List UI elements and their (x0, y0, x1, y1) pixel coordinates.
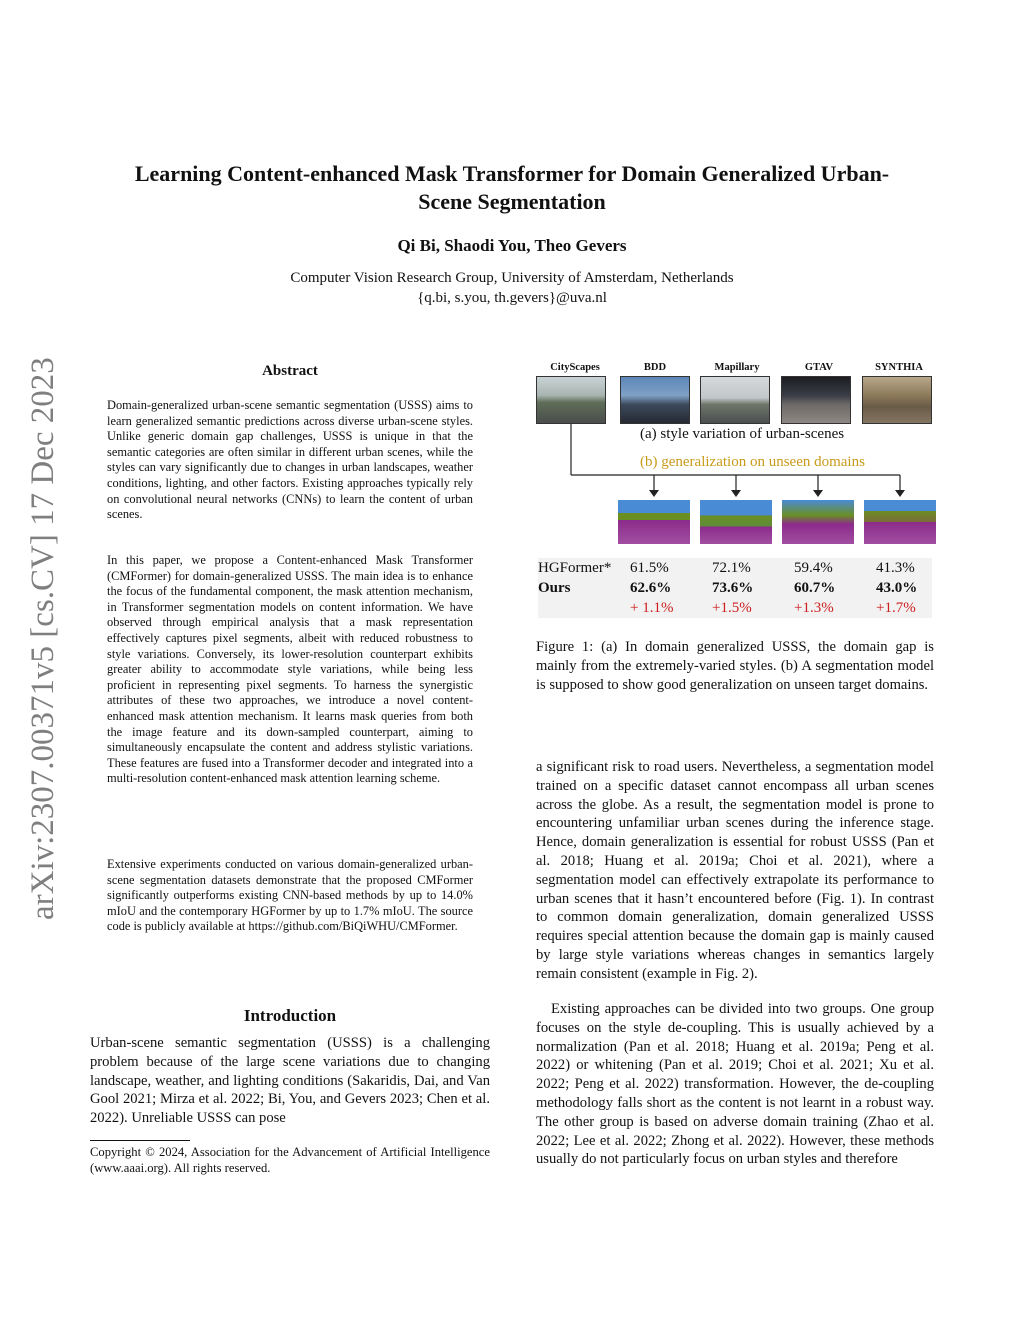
segmentation-bdd (618, 500, 690, 544)
right-column-paragraph-2: Existing approaches can be divided into two groups. One group focuses on the style de-coupling. This is usually achieved by a normalization (Pan et al. 2018; Huang et al. 2019a; Peng et al. 2022) or whitening (Pan et al. 2019; Choi et al. 2021; Xu et al. 2022; Peng et al. 2022) transformation. However, the de-coupling methodology falls short as the content is not learnt in a robust way. The other group is based on adverse domain training (Zhao et al. 2022; Lee et al. 2022; Zhong et al. 2022). However, these methods usually do not particularly focus on urban styles and therefore (536, 1001, 934, 1168)
introduction-heading: Introduction (243, 1006, 337, 1025)
arrow-head-gtav (813, 490, 823, 497)
table-row (538, 558, 932, 578)
abstract-paragraph-2: In this paper, we propose a Content-enhanced Mask Transformer (CMFormer) for domain-generalized USSS. The main idea is to enhance the focus of the fundamental component, the mask attention mechanism, in Transformer segmentation models on content information. We have observed through empirical analysis that a mask representation effectively captures pixel segments, albeit with reduced robustness to style variations. Conversely, its lower-resolution counterpart exhibits greater ability to accommodate style variations, while being less proficient in representing pixel segments. To harness the synergistic attributes of these two approaches, we introduce a novel content-enhanced mask attention mechanism. It learns mask queries from both the image feature and its down-sampled counterpart, aiming to simultaneously encapsulate the content and address stylistic variations. These features are fused into a Transformer decoder and integrated into a multi-resolution content-enhanced mask attention learning scheme. (107, 553, 473, 786)
table-cell: +1.3% (794, 600, 834, 616)
method-name: HGFormer* (538, 560, 612, 576)
right-column-paragraph-1: a significant risk to road users. Nevertheless, a segmentation model trained on a specific dataset cannot encompass all urban scenes across the globe. As a result, the segmentation model is prone to encountering unfamiliar urban scenes during the inference stage. Hence, domain generalization is essential for robust USSS (Pan et al. 2018; Huang et al. 2019a; Choi et al. 2021), where a segmentation model can effectively extrapolate its performance to urban scenes that it hasn’t encountered before (Fig. 1). In contrast to common domain generalization, domain generalized USSS requires special attention because the domain gap is mainly caused by large style variations whereas changes in semantics largely remain consistent (example in Fig. 2). (536, 759, 934, 982)
table-row (538, 598, 932, 618)
table-cell: 41.3% (876, 560, 915, 576)
author-list: Qi Bi, Shaodi You, Theo Gevers (397, 236, 627, 255)
method-name: Ours (538, 580, 571, 596)
abstract-heading: Abstract (262, 363, 318, 379)
dataset-label-mapillary: Mapillary (714, 362, 760, 373)
table-cell: 62.6% (630, 580, 672, 596)
table-cell: 73.6% (712, 580, 754, 596)
copyright-footnote: Copyright © 2024, Association for the Advancement of Artificial Intelligence (www.aaai.org). All rights reserved. (90, 1145, 490, 1175)
affiliation-block (110, 268, 914, 308)
segmentation-mapillary (700, 500, 772, 544)
segmentation-gtav (782, 500, 854, 544)
segmentation-synthia (864, 500, 936, 544)
table-cell: 60.7% (794, 580, 836, 596)
table-cell: 72.1% (712, 560, 751, 576)
dataset-label-bdd: BDD (643, 362, 667, 373)
author-emails: {q.bi, s.you, th.gevers}@uva.nl (417, 290, 607, 306)
table-cell: + 1.1% (630, 600, 674, 616)
arrow-head-mapillary (731, 490, 741, 497)
figure-1 (534, 358, 934, 628)
figure-caption-a: (a) style variation of urban-scenes (640, 426, 845, 442)
abstract-paragraph-1: Domain-generalized urban-scene semantic segmentation (USSS) aims to learn generalized semantic predictions across diverse urban-scene styles. Unlike generic domain gap challenges, USSS is unique in that the semantic categories are often similar in different urban scenes, while the styles can vary significantly due to changes in urban landscapes, weather conditions, lighting, and other factors. Existing approaches typically rely on convolutional neural networks (CNNs) to learn the content of urban scenes. (107, 398, 473, 522)
dataset-label-gtav: GTAV (804, 362, 834, 373)
table-cell: 43.0% (876, 580, 918, 596)
table-cell: +1.7% (876, 600, 916, 616)
introduction-paragraph: Urban-scene semantic segmentation (USSS) is a challenging problem because of the large scene variations due to changing landscape, weather, and lighting conditions (Sakaridis, Dai, and Van Gool 2021; Mirza et al. 2022; Bi, You, and Gevers 2023; Chen et al. 2022). Unreliable USSS can pose (90, 1035, 490, 1127)
table-cell: 59.4% (794, 560, 833, 576)
table-cell: 61.5% (630, 560, 669, 576)
affiliation: Computer Vision Research Group, University of Amsterdam, Netherlands (290, 270, 734, 286)
figure-caption-b: (b) generalization on unseen domains (640, 454, 865, 470)
method-name (538, 598, 630, 618)
arrow-head-bdd (649, 490, 659, 497)
arrow-head-synthia (895, 490, 905, 497)
dataset-label-cityscapes: CityScapes (550, 362, 600, 373)
table-cell: +1.5% (712, 600, 752, 616)
paper-title: Learning Content-enhanced Mask Transformer for Domain Generalized Urban-Scene Segmentation (134, 161, 890, 214)
results-table (538, 558, 932, 618)
dataset-label-synthia: SYNTHIA (875, 362, 923, 373)
figure-1-caption: Figure 1: (a) In domain generalized USSS, the domain gap is mainly from the extremely-varied styles. (b) A segmentation model is supposed to show good generalization on unseen target domains. (536, 639, 934, 693)
table-row (538, 578, 932, 598)
footnote-rule (90, 1140, 190, 1141)
abstract-paragraph-3: Extensive experiments conducted on various domain-generalized urban-scene segmentation datasets demonstrate that the proposed CMFormer significantly outperforms existing CNN-based methods by up to 14.0% mIoU and the contemporary HGFormer by up to 1.7% mIoU. The source code is publicly available at https://github.com/BiQiWHU/CMFormer. (107, 857, 473, 934)
arxiv-identifier: arXiv:2307.00371v5 [cs.CV] 17 Dec 2023 (25, 357, 61, 920)
